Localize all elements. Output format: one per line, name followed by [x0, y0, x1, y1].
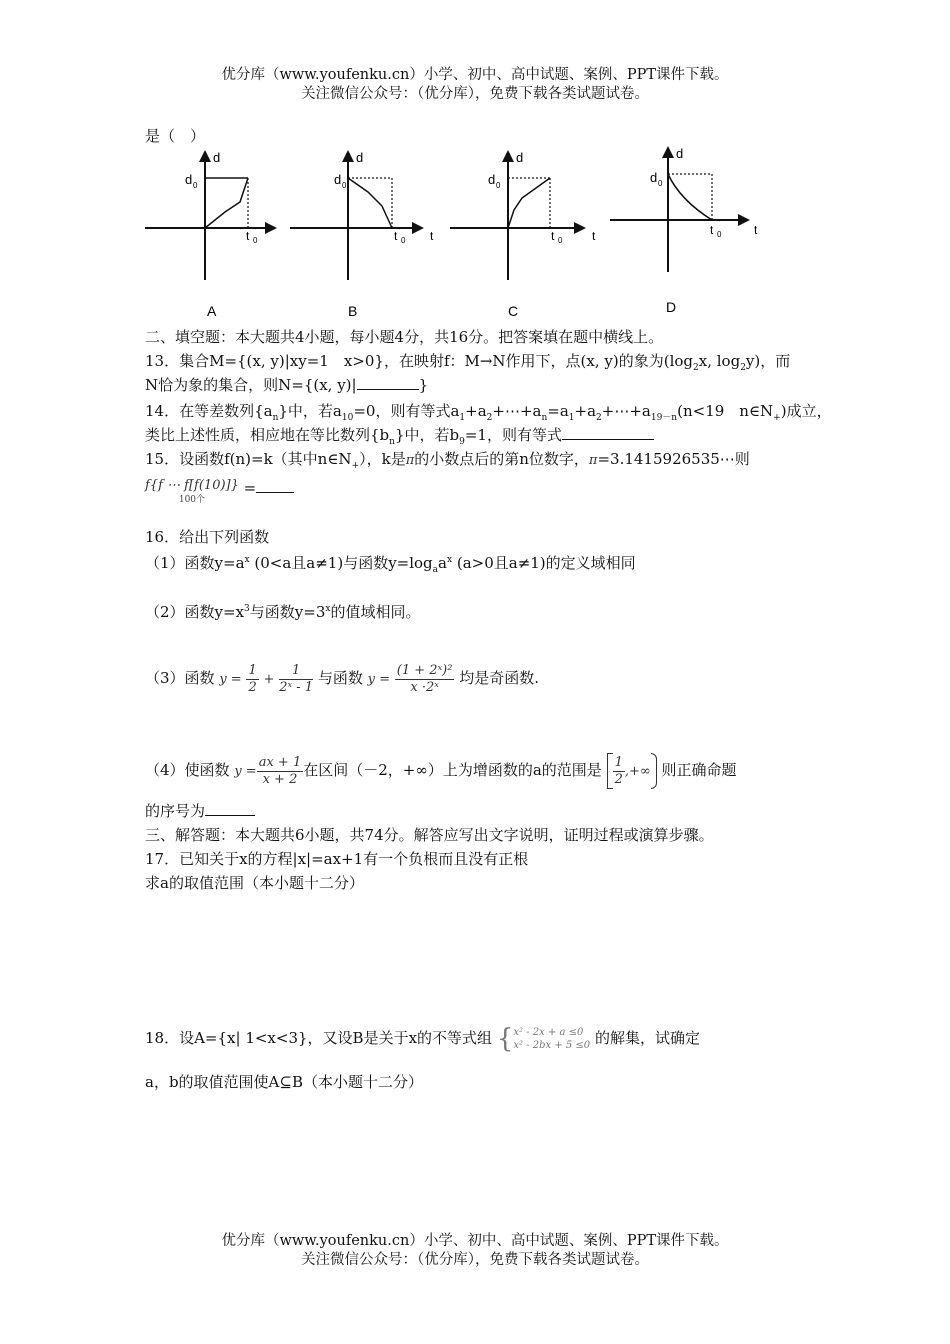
graph-b-axis-d: d — [356, 150, 364, 165]
graph-b — [290, 140, 440, 320]
svg-text:0: 0 — [401, 236, 406, 245]
graph-a — [145, 140, 280, 320]
graph-c-axis-d: d — [516, 150, 524, 165]
graph-b-axis-t: t — [430, 229, 434, 243]
svg-text:0: 0 — [253, 236, 258, 245]
question-18-line-1: 18．设A={x| 1<x<3}，又设B是关于x的不等式组 { x² - 2x + a ≤0 x² - 2bx + 5 ≤0 的解集，试确定 — [145, 1024, 700, 1054]
question-14-line-2: 类比上述性质，相应地在等比数列$\{b_n\}$中，若$b_9=1$，则有等式 — [145, 425, 654, 452]
question-16-item-3: （3）函数 y = $\frac{1}{2}$ + $\frac{1}{\text{2ˣ - 1}}$ 与函数 y = $\frac{\text{(1 + 2ˣ)²}}{\text{x ·2ˣ}}$ 均是奇函数. — [145, 662, 540, 695]
answer-blank-14[interactable] — [562, 425, 654, 440]
graph-d — [610, 140, 765, 320]
svg-text:0: 0 — [342, 181, 347, 190]
question-16-item-1: （1）函数$y=a^x$ (0<a且a≠1)与函数$y=\log_aa^x$ (a>0且a≠1)的定义域相同 — [145, 554, 636, 575]
footer-line-1: 优分库（www.youfenku.cn）小学、初中、高中试题、案例、PPT课件下载。 — [221, 1233, 729, 1249]
question-16-title: 16．给出下列函数 — [145, 528, 270, 546]
graph-b-d0: d — [334, 172, 342, 187]
graph-d-letter: D — [666, 299, 677, 315]
question-14-line-1: 14．在等差数列$\{a_n\}$中，若$a_{10}=0$，则有等式$a_1+a_2+\cdots+a_n=a_1+a_2+\cdots+a_{19-n}(n<19$ $n\in N_+$)成立， — [145, 402, 832, 423]
graph-c-letter: C — [508, 303, 519, 319]
question-13-line-2: N恰为象的集合，则N={(x, y)| } — [145, 376, 429, 394]
section-2-heading: 二、填空题：本大题共4小题，每小题4分，共16分。把答案填在题中横线上。 — [145, 328, 664, 346]
question-16-answer-line: 的序号为 — [145, 801, 255, 821]
header-line-1: 优分库（www.youfenku.cn）小学、初中、高中试题、案例、PPT课件下载。 — [221, 67, 729, 83]
question-17-line-2: 求a的取值范围（本小题十二分） — [145, 874, 364, 892]
graph-d-axis-d: d — [676, 146, 684, 161]
graph-c-d0: d — [488, 172, 496, 187]
section-3-heading: 三、解答题：本大题共6小题，共74分。解答应写出文字说明，证明过程或演算步骤。 — [145, 826, 714, 844]
svg-text:0: 0 — [558, 236, 563, 245]
svg-text:0: 0 — [496, 181, 501, 190]
graph-d-t0: t — [710, 223, 714, 237]
graph-a-t0: t — [246, 229, 250, 243]
footer-line-2: 关注微信公众号：（优分库），免费下载各类试题试卷。 — [301, 1252, 649, 1268]
question-12-tail: 是（ ） — [145, 127, 206, 145]
nested-function-formula: f{f ⋯ f[f(10)]} — [145, 478, 239, 493]
question-16-item-4: （4）使函数 y = $\frac{ax + 1}{x + 2}$ 在区间（－2，+∞）上为增函数的a的范围是 $\frac{1}{2}$ ,+∞ 则正确命题 — [145, 752, 737, 790]
graph-c-axis-t: t — [592, 229, 596, 243]
question-16-item-2: （2）函数$y=x^3$与函数$y=3^x$的值域相同。 — [145, 603, 421, 621]
graph-b-letter: B — [348, 303, 358, 319]
svg-text:0: 0 — [658, 179, 663, 188]
graph-c — [450, 140, 600, 320]
graph-b-t0: t — [394, 229, 398, 243]
graph-a-axis-d: d — [213, 150, 221, 165]
graph-d-axis-t: t — [754, 223, 758, 237]
graph-a-letter: A — [207, 303, 217, 319]
question-13-line-1: 13．集合M={(x, y)|xy=1 x>0}，在映射f：M→N作用下，点(x, y)的象为($\log_2x$, $\log_2y$)，而 — [145, 352, 791, 373]
answer-blank-15[interactable] — [256, 478, 294, 493]
answer-blank-13[interactable] — [357, 375, 419, 390]
question-15-line-1: 15．设函数f(n)=k（其中$n\in N_+$），k是π的小数点后的第n位数字，π=3.1415926535⋯则 — [145, 450, 750, 471]
graph-d-d0: d — [650, 170, 658, 185]
svg-text:0: 0 — [717, 230, 722, 239]
question-17-line-1: 17．已知关于x的方程|x|=ax+1有一个负根而且没有正根 — [145, 850, 529, 868]
question-18-line-2: a，b的取值范围使A⊆B（本小题十二分） — [145, 1073, 423, 1091]
header-line-2: 关注微信公众号：（优分库），免费下载各类试题试卷。 — [301, 86, 649, 102]
question-15-line-2: f{f ⋯ f[f(10)]} 100个 = — [145, 478, 294, 506]
graph-c-t0: t — [551, 229, 555, 243]
graph-a-d0: d — [185, 172, 193, 187]
answer-blank-16[interactable] — [205, 801, 255, 816]
svg-text:0: 0 — [193, 181, 198, 190]
